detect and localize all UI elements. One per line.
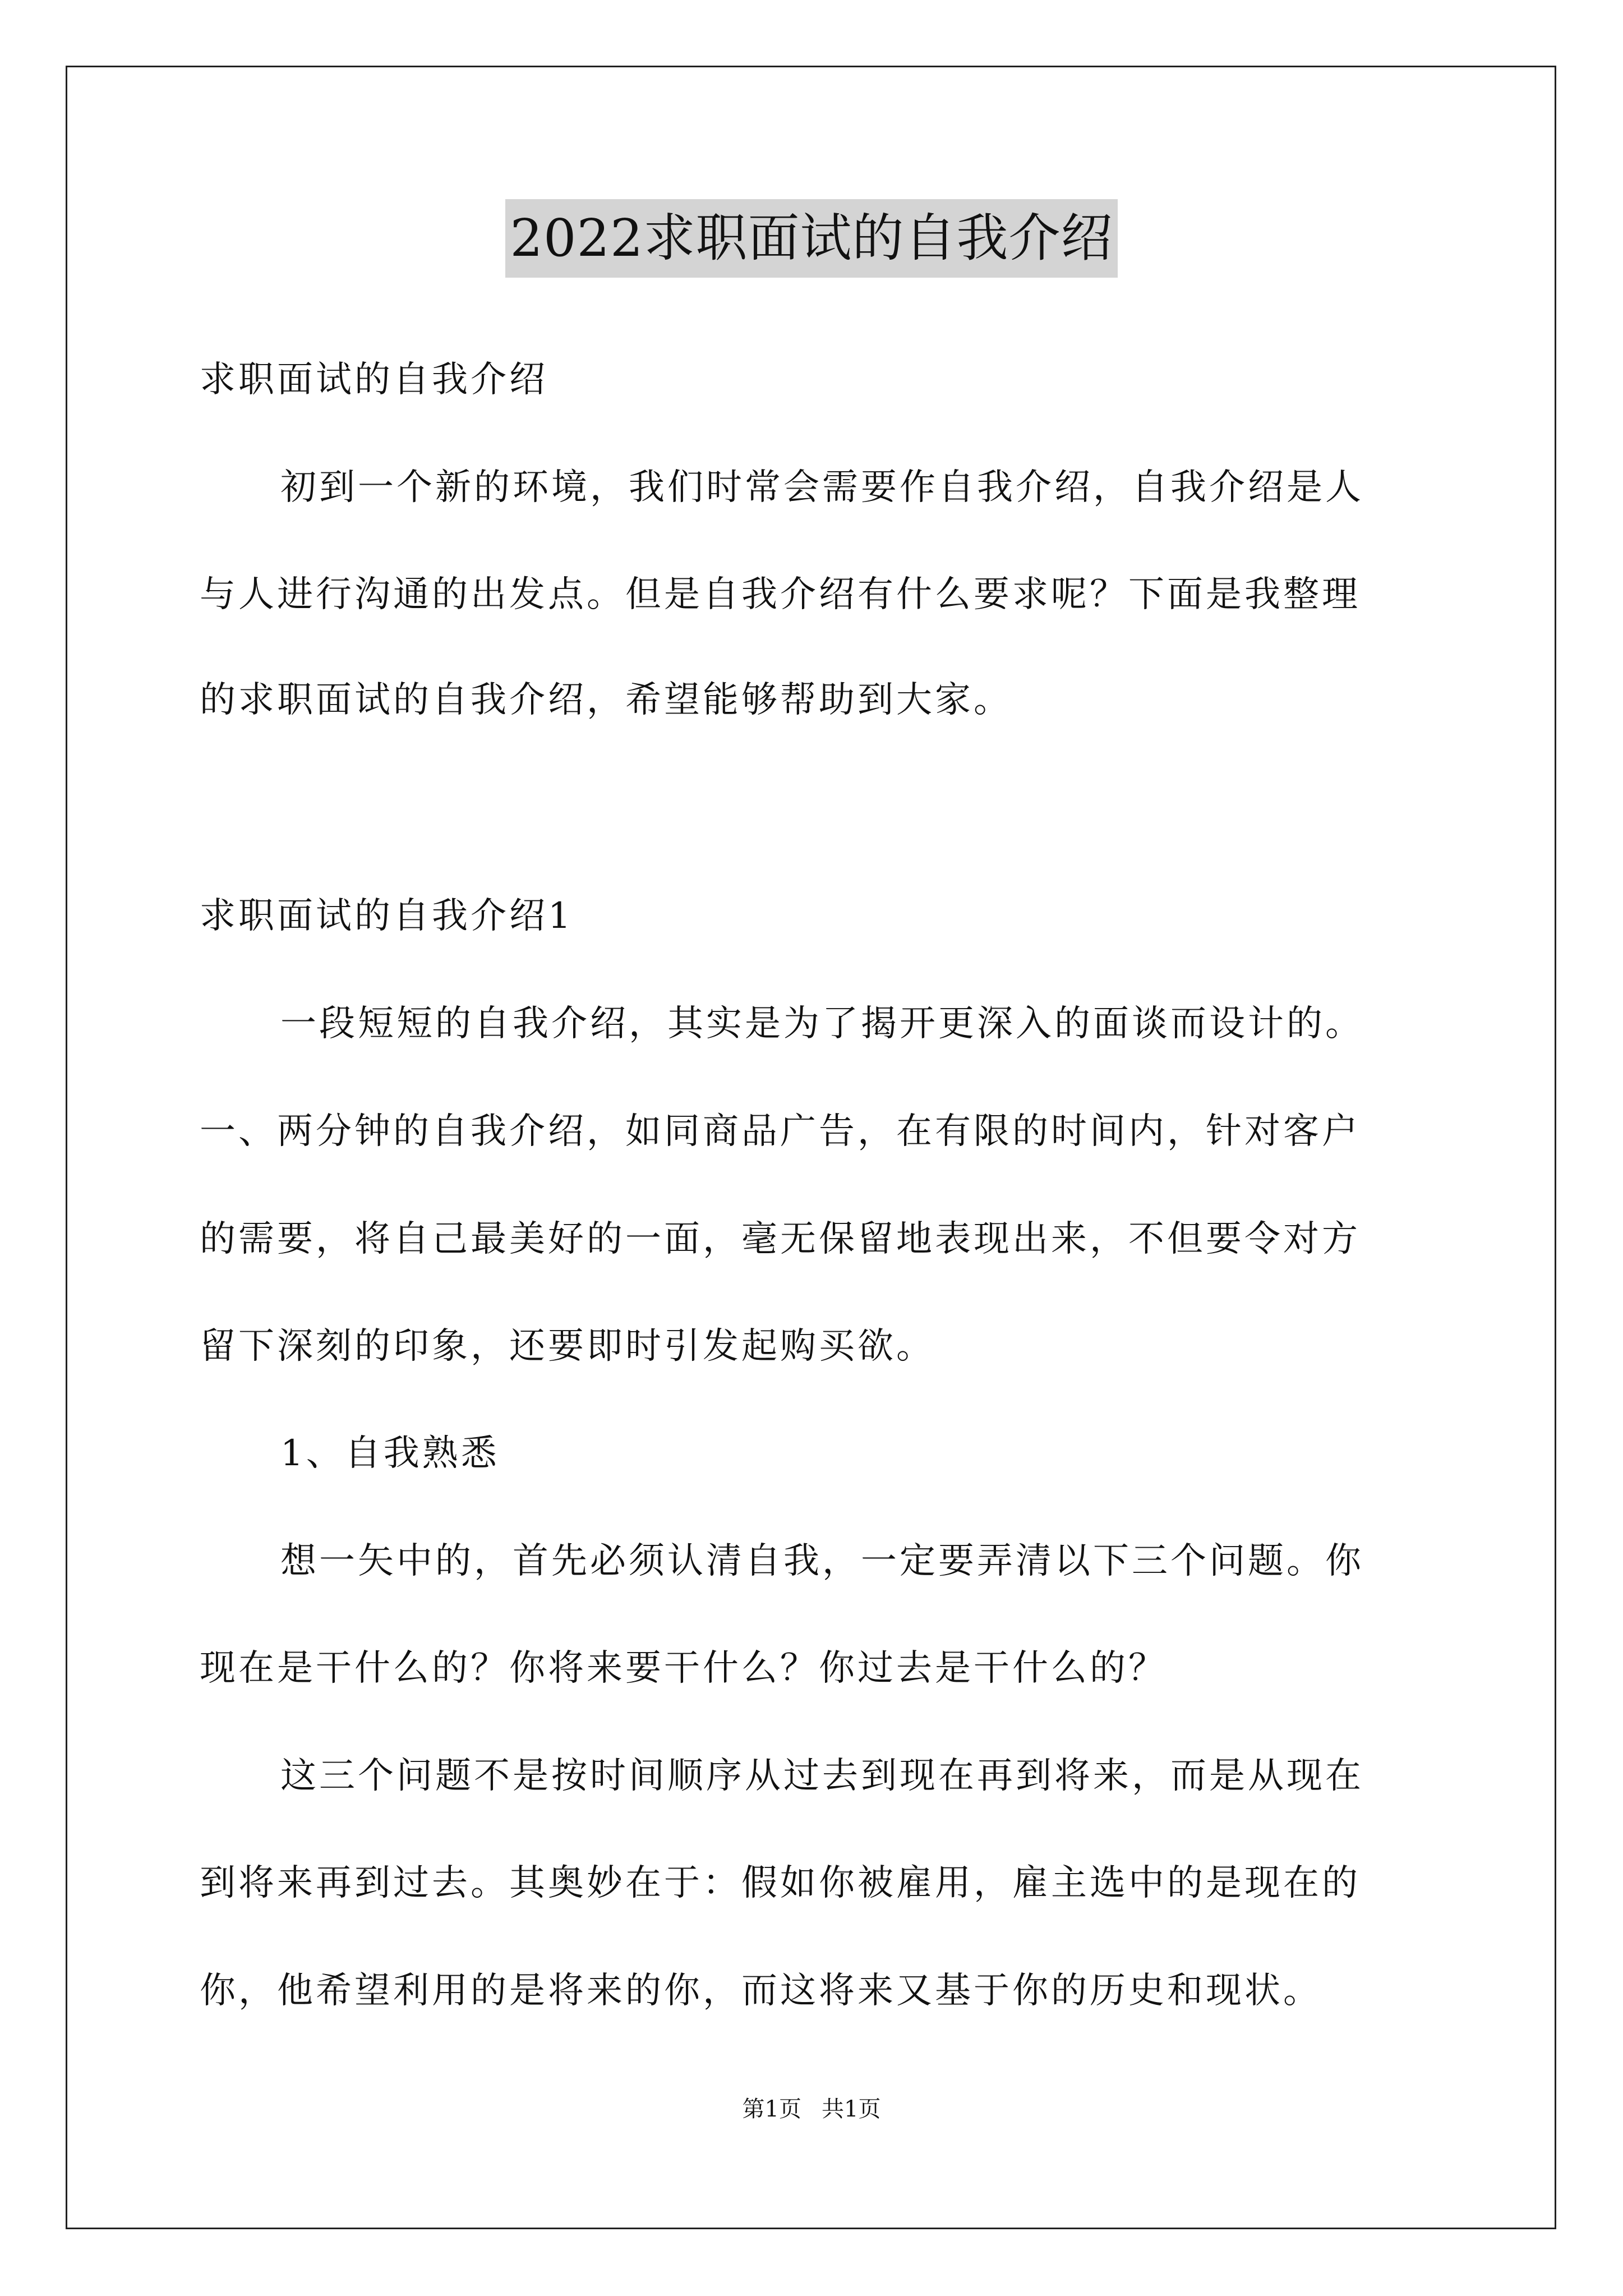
paragraph-line: 的需要，将自己最美好的一面，毫无保留地表现出来，不但要令对方 xyxy=(200,1218,1361,1260)
paragraph-line: 到将来再到过去。其奥妙在于：假如你被雇用，雇主选中的是现在的 xyxy=(200,1862,1361,1904)
paragraph-line: 留下深刻的印象，还要即时引发起购买欲。 xyxy=(200,1326,935,1367)
page-number-total: 共1页 xyxy=(822,2096,881,2122)
paragraph-line: 的求职面试的自我介绍，希望能够帮助到大家。 xyxy=(200,679,1012,721)
document-title: 2022求职面试的自我介绍 xyxy=(505,199,1117,278)
paragraph-line: 这三个问题不是按时间顺序从过去到现在再到将来，而是从现在 xyxy=(280,1755,1364,1797)
section-heading: 求职面试的自我介绍1 xyxy=(200,895,574,937)
title-container xyxy=(0,199,1623,278)
paragraph-line: 一、两分钟的自我介绍，如同商品广告，在有限的时间内，针对客户 xyxy=(200,1111,1361,1152)
paragraph-line: 想一矢中的，首先必须认清自我，一定要弄清以下三个问题。你 xyxy=(280,1540,1364,1582)
paragraph-line: 与人进行沟通的出发点。但是自我介绍有什么要求呢？下面是我整理 xyxy=(200,574,1361,615)
paragraph-line: 初到一个新的环境，我们时常会需要作自我介绍，自我介绍是人 xyxy=(280,467,1364,508)
paragraph-line: 现在是干什么的？你将来要干什么？你过去是干什么的？ xyxy=(200,1648,1167,1689)
page-number-current: 第1页 xyxy=(742,2096,801,2122)
paragraph-line: 一段短短的自我介绍，其实是为了揭开更深入的面谈而设计的。 xyxy=(280,1003,1364,1045)
list-item-heading: 1、自我熟悉 xyxy=(280,1433,500,1474)
section-heading: 求职面试的自我介绍 xyxy=(200,359,548,401)
page-footer xyxy=(0,2092,1623,2126)
paragraph-line: 你，他希望利用的是将来的你，而这将来又基于你的历史和现状。 xyxy=(200,1970,1322,2012)
